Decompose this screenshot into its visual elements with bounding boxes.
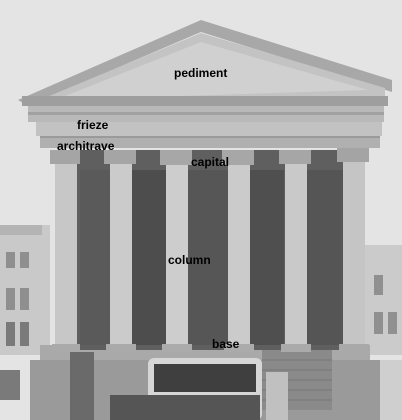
label-capital: capital — [191, 155, 230, 169]
label-frieze: frieze — [77, 118, 109, 132]
label-column: column — [168, 253, 211, 267]
cella — [62, 150, 352, 350]
label-base: base — [212, 337, 240, 351]
right-buildings — [364, 245, 402, 355]
label-pediment: pediment — [174, 66, 228, 80]
left-buildings — [0, 225, 50, 355]
label-architrave: architrave — [57, 139, 115, 153]
